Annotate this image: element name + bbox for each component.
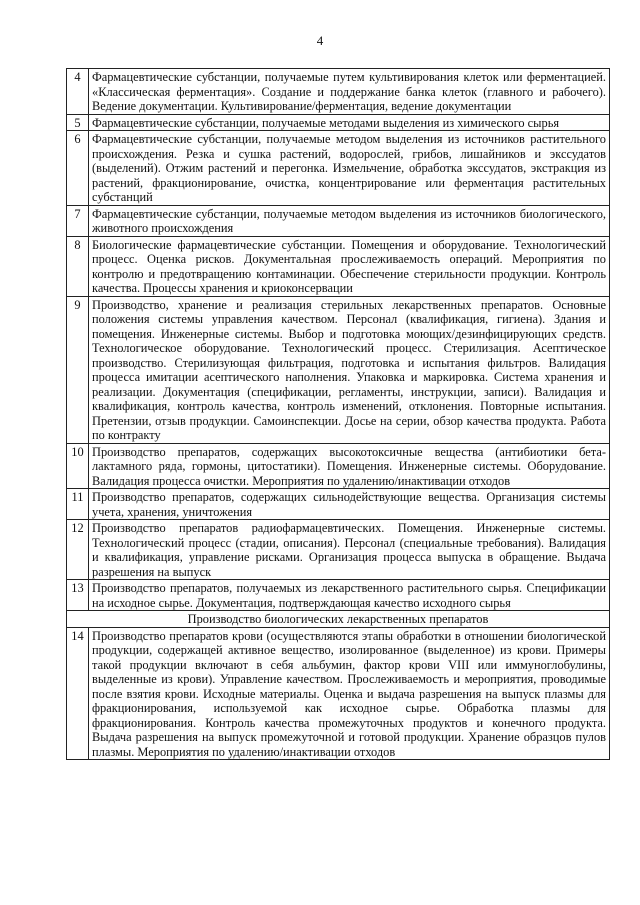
row-number: 13: [67, 580, 89, 611]
row-text: Фармацевтические субстанции, получаемые методом выделения из источников биологического, животного происхождения: [89, 205, 610, 236]
row-text: Фармацевтические субстанции, получаемые методом выделения из источников растительного происхождения. Резка и сушка растений, водорослей, грибов, лишайников и экссудатов (выделений). Отжим растений и перегонка. Измельчение, обработка экссудатов, экстракция из растений, фракционирование, очистка, концентрирование или ферментация растительных субстанций: [89, 131, 610, 206]
row-text: Производство, хранение и реализация стерильных лекарственных препаратов. Основные положения системы управления качеством. Персонал (квалификация, гигиена). Здания и помещения. Инженерные системы. Выбор и подготовка моющих/дезинфицирующих средств. Технологическое оборудование. Технологический процесс. Стерилизация. Асептическое производство. Стерилизующая фильтрация, подготовка и испытания фильтров. Валидация процесса имитации асептического наполнения. Упаковка и маркировка. Система хранения и реализации. Документация (спецификации, регламенты, инструкции, записи). Валидация и квалификация, контроль качества, контроль изменений, отклонения. Повторные испытания. Претензии, отзыв продукции. Самоинспекции. Досье на серии, обзор качества продукта. Работа по контракту: [89, 296, 610, 443]
row-text: Производство препаратов, содержащих высокотоксичные вещества (антибиотики бета-лактамного ряда, гормоны, цитостатики). Помещения. Инженерные системы. Оборудование. Валидация процесса очистки. Мероприятия по удалению/инактивации отходов: [89, 443, 610, 489]
table-row: [67, 69, 610, 115]
table-row: [67, 520, 610, 580]
row-text: Производство препаратов радиофармацевтических. Помещения. Инженерные системы. Технологический процесс (стадии, описания). Персонал (специальные требования). Валидация и квалификация, управление рисками. Организация процесса выпуска в обращение. Выдача разрешения на выпуск: [89, 520, 610, 580]
row-number: 9: [67, 296, 89, 443]
section-title: Производство биологических лекарственных препаратов: [67, 611, 610, 628]
row-text: Производство препаратов, получаемых из лекарственного растительного сырья. Спецификации на исходное сырье. Документация, подтверждающая качество исходного сырья: [89, 580, 610, 611]
table-row: [67, 236, 610, 296]
program-table: [66, 68, 610, 760]
section-header-row: [67, 611, 610, 628]
table-body: [67, 69, 610, 760]
row-number: 10: [67, 443, 89, 489]
table-row: [67, 131, 610, 206]
row-number: 4: [67, 69, 89, 115]
table-row: [67, 205, 610, 236]
table-row: [67, 443, 610, 489]
row-number: 7: [67, 205, 89, 236]
row-text: Фармацевтические субстанции, получаемые путем культивирования клеток или ферментацией. «Классическая ферментация». Создание и поддержание банка клеток (главного и рабочего). Ведение документации. Культивирование/ферментация, ведение документации: [89, 69, 610, 115]
row-number: 5: [67, 114, 89, 131]
table-row: [67, 627, 610, 760]
row-text: Производство препаратов, содержащих сильнодействующие вещества. Организация системы учета, хранения, уничтожения: [89, 489, 610, 520]
table-row: [67, 580, 610, 611]
row-number: 11: [67, 489, 89, 520]
page-number: 4: [316, 33, 324, 48]
row-number: 6: [67, 131, 89, 206]
row-number: 12: [67, 520, 89, 580]
table-row: [67, 296, 610, 443]
row-number: 14: [67, 627, 89, 760]
row-text: Биологические фармацевтические субстанции. Помещения и оборудование. Технологический процесс. Оценка рисков. Документальная прослеживаемость операций. Мероприятия по контролю и предотвращению контаминации. Обеспечение стерильности продукции. Контроль качества. Процессы хранения и криоконсервации: [89, 236, 610, 296]
table-row: [67, 114, 610, 131]
table-row: [67, 489, 610, 520]
row-text: Фармацевтические субстанции, получаемые методами выделения из химического сырья: [89, 114, 610, 131]
row-number: 8: [67, 236, 89, 296]
row-text: Производство препаратов крови (осуществляются этапы обработки в отношении биологической продукции, содержащей активное вещество, изолированное (выделенное) из крови. Примеры такой продукции включают в себя альбумин, фактор крови VIII или иммуноглобулины, выделенные из крови). Управление качеством. Прослеживаемость и мероприятия, проводимые после взятия крови. Исходные материалы. Оценка и выдача разрешения на выпуск плазмы для фракционирования, используемой как исходное сырье. Обработка плазмы для фракционирования. Контроль качества промежуточных продуктов и конечного продукта. Выдача разрешения на выпуск промежуточной и готовой продукции. Хранение образцов пулов плазмы. Мероприятия по удалению/инактивации отходов: [89, 627, 610, 760]
